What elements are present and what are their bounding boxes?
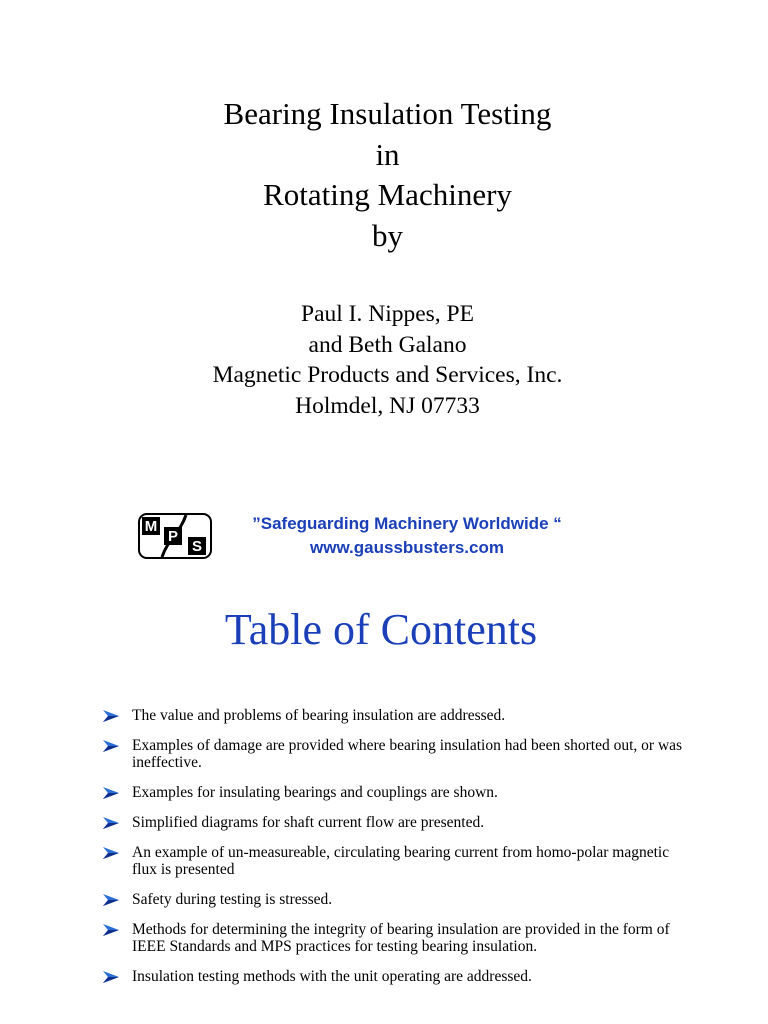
arrow-bullet-icon xyxy=(102,970,122,984)
toc-list xyxy=(100,707,690,998)
toc-heading: Table of Contents xyxy=(224,605,538,654)
toc-item-text: Insulation testing methods with the unit operating are addressed. xyxy=(132,968,532,985)
arrow-bullet-icon xyxy=(102,846,122,860)
author-line: and Beth Galano xyxy=(308,331,467,358)
toc-item-text: Examples of damage are provided where bearing insulation had been shorted out, or was ineffective. xyxy=(132,737,683,771)
toc-item-text: Simplified diagrams for shaft current flow are presented. xyxy=(132,814,485,831)
arrow-bullet-icon xyxy=(102,816,122,830)
slogan-block xyxy=(197,512,617,560)
toc-item-text: An example of un-measureable, circulating bearing current from homo-polar magnetic flux is presented xyxy=(132,844,670,878)
tagline: ”Safeguarding Machinery Worldwide “ xyxy=(252,514,562,533)
toc-item xyxy=(100,968,690,985)
toc-item xyxy=(100,707,690,724)
title-line: in xyxy=(375,136,400,172)
author-line: Paul I. Nippes, PE xyxy=(301,301,474,327)
arrow-bullet-icon xyxy=(102,709,122,723)
title-line: Bearing Insulation Testing xyxy=(223,96,552,131)
arrow-bullet-icon xyxy=(102,786,122,800)
toc-item xyxy=(100,921,690,955)
title-line: Rotating Machinery xyxy=(263,177,512,213)
toc-item-text: Methods for determining the integrity of bearing insulation are provided in the form of IEEE Standards and MPS practices for testing bearing insulation. xyxy=(132,921,670,955)
address-line: Holmdel, NJ 07733 xyxy=(295,392,480,419)
logo-letter: S xyxy=(191,538,203,555)
toc-item xyxy=(100,814,690,831)
toc-item-text: Examples for insulating bearings and couplings are shown. xyxy=(132,784,498,801)
toc-item xyxy=(100,844,690,878)
document-title xyxy=(0,94,768,257)
logo-letter: P xyxy=(167,528,179,545)
title-line: by xyxy=(372,218,403,254)
logo-letter: M xyxy=(144,518,158,535)
toc-item-text: Safety during testing is stressed. xyxy=(132,891,333,908)
toc-item xyxy=(100,784,690,801)
toc-item xyxy=(100,891,690,908)
toc-item-text: The value and problems of bearing insulation are addressed. xyxy=(132,707,506,724)
company-line: Magnetic Products and Services, Inc. xyxy=(212,362,563,388)
author-info xyxy=(0,299,768,421)
arrow-bullet-icon xyxy=(102,739,122,753)
toc-item xyxy=(100,737,690,771)
website-link[interactable]: www.gaussbusters.com xyxy=(310,538,504,557)
arrow-bullet-icon xyxy=(102,923,122,937)
arrow-bullet-icon xyxy=(102,893,122,907)
